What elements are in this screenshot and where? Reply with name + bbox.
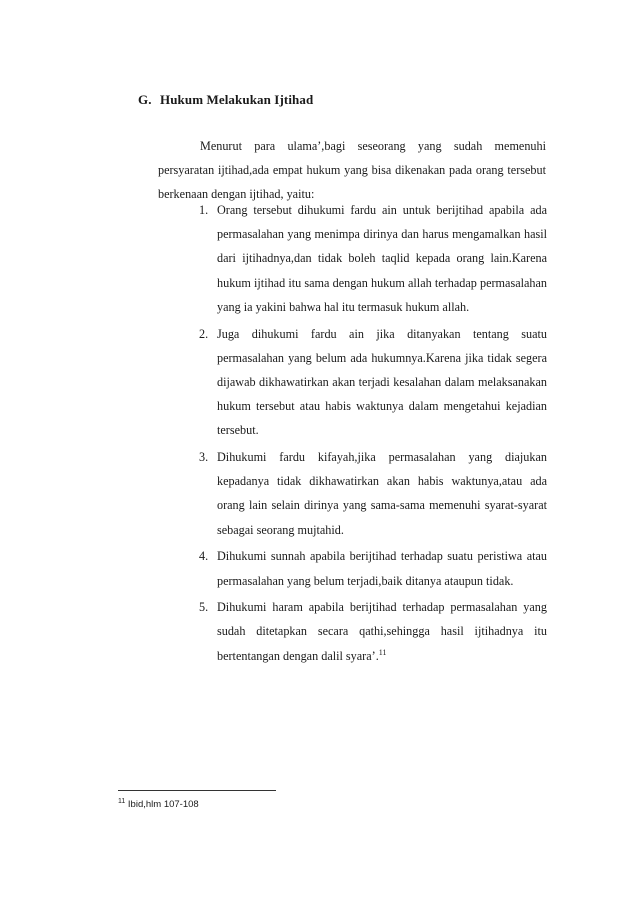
footnote-divider [118, 790, 276, 791]
list-item-text: Orang tersebut dihukumi fardu ain untuk berijtihad apabila ada permasalahan yang menimpa dirinya dan harus mengamalkan hasil dari ijtihadnya,dan tidak boleh taqlid kepada orang lain.Karena hukum ijtihad itu sama dengan hukum allah terhadap permasalahan yang ia yakini bahwa hal itu termasuk hukum allah. [217, 203, 547, 314]
list-item-text: Dihukumi haram apabila berijtihad terhadap permasalahan yang sudah ditetapkan secara qathi,sehingga hasil ijtihadnya itu bertentangan dengan dalil syara’. [217, 600, 547, 663]
list-item [199, 595, 547, 668]
list-item [199, 198, 547, 319]
list-item [199, 445, 547, 542]
footnote-text: Ibid,hlm 107-108 [127, 799, 199, 810]
list-item [199, 322, 547, 443]
list-item-number: 4. [199, 549, 209, 564]
intro-paragraph: Menurut para ulama’,bagi seseorang yang sudah memenuhi persyaratan ijtihad,ada empat hukum yang bisa dikenakan pada orang tersebut berkenaan dengan ijtihad, yaitu: [158, 139, 546, 202]
list-item-text: Dihukumi fardu kifayah,jika permasalahan yang diajukan kepadanya tidak dikhawatirkan akan habis waktunya,atau ada orang lain selain dirinya yang sama-sama memenuhi syarat-syarat sebagai seorang mujtahid. [217, 450, 547, 537]
list-item-number: 5. [199, 600, 209, 615]
section-heading [138, 92, 313, 108]
list-item-text: Dihukumi sunnah apabila berijtihad terhadap suatu peristiwa atau permasalahan yang belum terjadi,baik ditanya ataupun tidak. [217, 549, 547, 588]
list-item-number: 1. [199, 203, 209, 217]
ijtihad-rules-list [199, 198, 547, 670]
list-item-number: 2. [199, 326, 209, 341]
footnote [118, 799, 199, 810]
footnote-number: 11 [118, 797, 126, 805]
section-letter: G. [138, 92, 152, 107]
list-item [199, 544, 547, 592]
list-item-text: Juga dihukumi fardu ain jika ditanyakan tentang suatu permasalahan yang belum ada hukumnya.Karena jika tidak segera dijawab dikhawatirkan akan terjadi kesalahan dalam melaksanakan hukum tersebut atau habis waktunya dalam mengetahui kejadian tersebut. [217, 326, 547, 438]
footnote-reference[interactable]: 11 [378, 647, 387, 657]
list-item-number: 3. [199, 450, 209, 465]
section-title: Hukum Melakukan Ijtihad [160, 92, 314, 107]
